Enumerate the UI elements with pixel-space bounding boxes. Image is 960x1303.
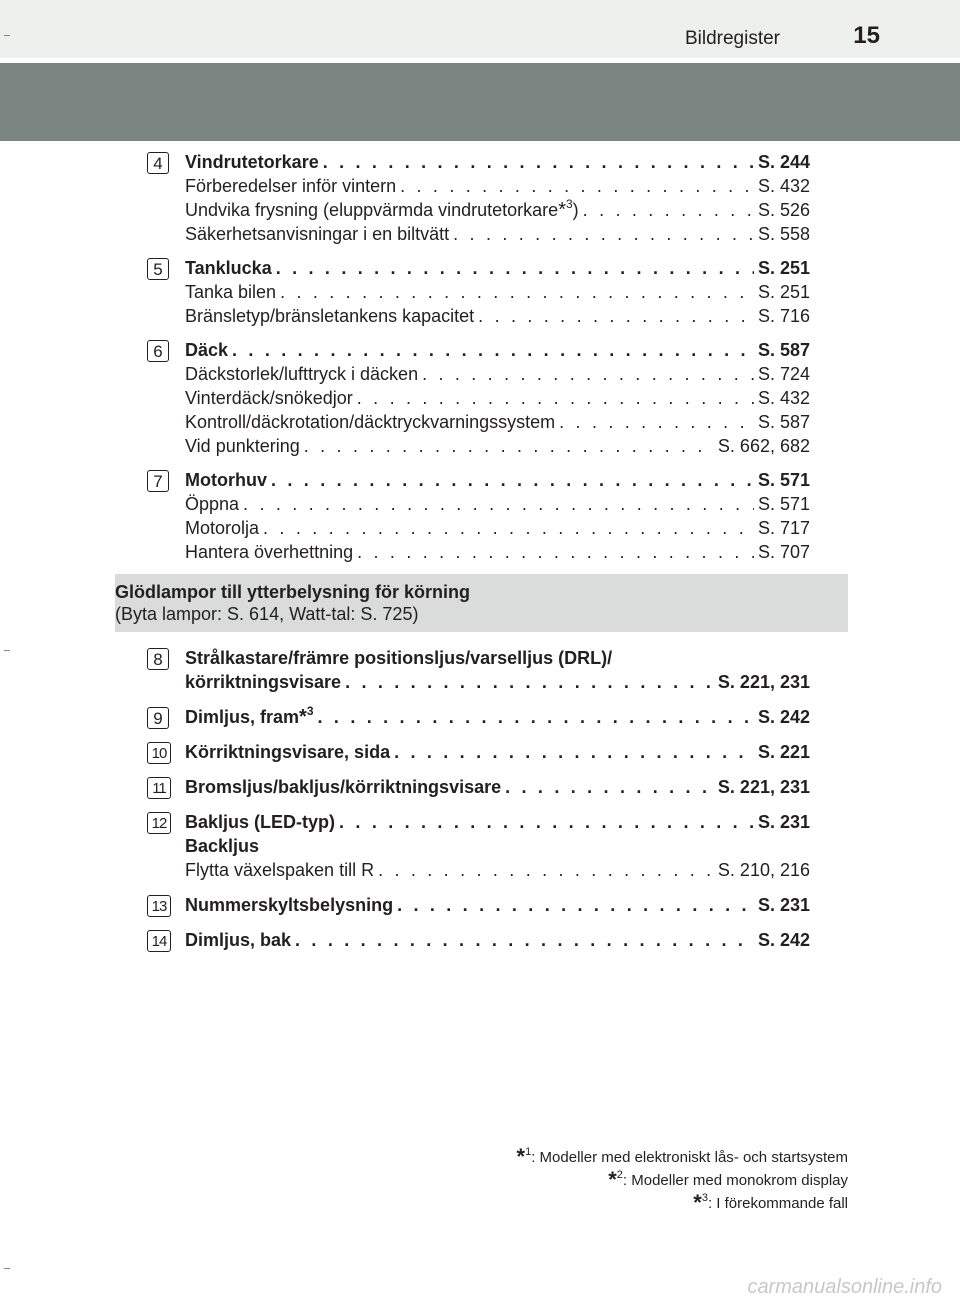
footnote-number: 1 <box>525 1146 532 1158</box>
entry-subitem <box>185 280 810 304</box>
entry-label-text: Däckstorlek/lufttryck i däcken <box>185 364 419 384</box>
entry-label <box>185 410 555 434</box>
entry-label <box>185 540 353 564</box>
leader-dots <box>478 304 754 328</box>
footnote-asterisk: * <box>608 1167 617 1192</box>
entry-label-text: Vinterdäck/snökedjor <box>185 388 353 408</box>
entry-label-text: Hantera överhettning <box>185 542 354 562</box>
entry-label-text: Kontroll/däckrotation/däcktryckvarningssystem <box>185 412 556 432</box>
entry-label <box>185 468 267 492</box>
leader-dots <box>339 810 754 834</box>
page-reference: S. 587 <box>757 412 810 432</box>
page-reference: S. 231 <box>757 895 810 915</box>
entry-label-text: Körriktningsvisare, sida <box>185 742 391 762</box>
callout-number: 12 <box>147 812 171 834</box>
page-reference: S. 717 <box>757 518 810 538</box>
entry-label-text: Undvika frysning (eluppvärmda vindrutetorkare <box>185 200 559 220</box>
callout-number: 5 <box>147 258 169 280</box>
callout-number: 14 <box>147 930 171 952</box>
page-reference: S. 558 <box>757 224 810 244</box>
page-reference: S. 716 <box>757 306 810 326</box>
entry-label-text: Vindrutetorkare <box>185 152 319 172</box>
page-reference: S. 724 <box>757 364 810 384</box>
entry-label <box>185 928 291 952</box>
entry-subitem <box>185 434 810 458</box>
entry-subitem <box>185 410 810 434</box>
entry-label <box>185 492 239 516</box>
leader-dots <box>378 858 714 882</box>
entry-heading <box>185 740 810 764</box>
index-entry <box>145 928 810 952</box>
leader-dots <box>583 198 754 222</box>
entry-label-text: Däck <box>185 340 229 360</box>
page-reference: S. 221, 231 <box>717 672 810 692</box>
entry-label-text: Tanka bilen <box>185 282 277 302</box>
footnotes <box>517 1146 848 1215</box>
entry-heading <box>185 150 810 174</box>
entry-label <box>185 280 276 304</box>
entry-label <box>185 256 272 280</box>
callout-number: 11 <box>147 777 171 799</box>
entry-label-text: Motorolja <box>185 518 260 538</box>
entry-heading <box>185 646 810 670</box>
entry-label-text: Dimljus, fram <box>185 707 300 727</box>
entry-label <box>185 516 259 540</box>
entry-subitem <box>185 386 810 410</box>
leader-dots <box>345 670 714 694</box>
page-reference: S. 571 <box>757 470 810 490</box>
leader-dots <box>357 540 754 564</box>
lamp-groups <box>0 646 960 952</box>
footnote-ref: 3 <box>306 704 314 718</box>
entry-subitem <box>185 858 810 882</box>
general-groups <box>0 150 960 564</box>
index-entry <box>145 893 810 917</box>
entry-label-text: Backljus <box>185 836 260 856</box>
entry-subitem <box>185 222 810 246</box>
leader-dots <box>505 775 714 799</box>
footnote <box>517 1192 848 1215</box>
entry-heading <box>185 810 810 834</box>
entry-heading <box>185 775 810 799</box>
index-entry <box>145 646 810 694</box>
index-entry <box>145 338 810 458</box>
entry-heading <box>185 468 810 492</box>
page-reference: S. 244 <box>757 152 810 172</box>
leader-dots <box>280 280 754 304</box>
entry-heading <box>185 670 810 694</box>
leader-dots <box>295 928 754 952</box>
entry-label <box>185 775 501 799</box>
leader-dots <box>397 893 754 917</box>
index-entry <box>145 705 810 729</box>
callout-number: 4 <box>147 152 169 174</box>
leader-dots <box>318 705 754 729</box>
callout-number: 10 <box>147 742 171 764</box>
leader-dots <box>232 338 754 362</box>
entry-label-text: Bakljus (LED-typ) <box>185 812 336 832</box>
entry-label-suffix: ) <box>572 200 579 220</box>
lamp-section-title: Glödlampor till ytterbelysning för körning <box>115 582 471 602</box>
entry-subitem <box>185 304 810 328</box>
footnote-asterisk: * <box>299 706 307 728</box>
index-entry <box>145 775 810 799</box>
crop-mark <box>4 1268 10 1269</box>
lamp-section-header <box>115 574 848 632</box>
entry-label <box>185 705 314 729</box>
leader-dots <box>263 516 754 540</box>
leader-dots <box>453 222 754 246</box>
page-reference: S. 221 <box>757 742 810 762</box>
leader-dots <box>276 256 754 280</box>
entry-label <box>185 338 228 362</box>
section-name: Bildregister <box>684 28 780 49</box>
index-content <box>0 150 960 963</box>
entry-label-text: Säkerhetsanvisningar i en biltvätt <box>185 224 450 244</box>
watermark: carmanualsonline.info <box>747 1276 942 1298</box>
header-band <box>0 63 960 141</box>
leader-dots <box>394 740 754 764</box>
entry-subitem <box>185 492 810 516</box>
entry-subitem <box>185 198 810 222</box>
page-reference: S. 707 <box>757 542 810 562</box>
index-entry <box>145 468 810 564</box>
entry-label <box>185 174 396 198</box>
leader-dots <box>243 492 754 516</box>
entry-label <box>185 834 259 858</box>
page-reference: S. 242 <box>757 707 810 727</box>
entry-label <box>185 386 353 410</box>
page-reference: S. 571 <box>757 494 810 514</box>
index-entry <box>145 740 810 764</box>
entry-label <box>185 810 335 834</box>
callout-number: 9 <box>147 707 169 729</box>
entry-label-text: Nummerskyltsbelysning <box>185 895 394 915</box>
page-reference: S. 210, 216 <box>717 860 810 880</box>
leader-dots <box>304 434 714 458</box>
page-reference: S. 662, 682 <box>717 436 810 456</box>
callout-number: 13 <box>147 895 171 917</box>
entry-label <box>185 646 612 670</box>
entry-label <box>185 222 449 246</box>
footnote-text: : Modeller med elektroniskt lås- och startsystem <box>531 1149 848 1166</box>
leader-dots <box>323 150 754 174</box>
entry-label-text: Flytta växelspaken till R <box>185 860 375 880</box>
page-reference: S. 432 <box>757 176 810 196</box>
entry-label <box>185 304 474 328</box>
entry-label <box>185 198 579 222</box>
entry-subitem <box>185 174 810 198</box>
page-reference: S. 242 <box>757 930 810 950</box>
callout-number: 8 <box>147 648 169 670</box>
entry-label <box>185 858 374 882</box>
footnote-text: : I förekommande fall <box>707 1195 848 1212</box>
entry-heading <box>185 893 810 917</box>
page-reference: S. 251 <box>757 282 810 302</box>
entry-label <box>185 150 319 174</box>
entry-label-text: körriktningsvisare <box>185 672 342 692</box>
page-reference: S. 432 <box>757 388 810 408</box>
page-reference: S. 251 <box>757 258 810 278</box>
entry-subitem <box>185 516 810 540</box>
footnote-ref: 3 <box>565 197 573 211</box>
entry-label <box>185 893 393 917</box>
entry-subitem <box>185 362 810 386</box>
entry-label-text: Bromsljus/bakljus/körriktningsvisare <box>185 777 502 797</box>
lamp-section-subtitle: (Byta lampor: S. 614, Watt-tal: S. 725) <box>115 604 419 624</box>
page-reference: S. 231 <box>757 812 810 832</box>
entry-heading <box>185 928 810 952</box>
entry-label-text: Strålkastare/främre positionsljus/varselljus (DRL)/ <box>185 648 613 668</box>
callout-number: 6 <box>147 340 169 362</box>
leader-dots <box>559 410 754 434</box>
entry-subitem <box>185 540 810 564</box>
footnote-asterisk: * <box>558 199 566 221</box>
crop-mark <box>4 35 10 36</box>
entry-label-text: Öppna <box>185 494 240 514</box>
footnote-asterisk: * <box>516 1144 526 1169</box>
page-number: 15 <box>853 22 880 49</box>
page-reference: S. 587 <box>757 340 810 360</box>
footnote <box>517 1146 848 1169</box>
entry-label-text: Tanklucka <box>185 258 272 278</box>
index-entry <box>145 810 810 882</box>
entry-heading <box>185 705 810 729</box>
entry-label-text: Förberedelser inför vintern <box>185 176 397 196</box>
index-entry <box>145 150 810 246</box>
footnote-number: 3 <box>701 1192 708 1204</box>
leader-dots <box>422 362 754 386</box>
page-header <box>0 0 960 58</box>
entry-label-text: Motorhuv <box>185 470 267 490</box>
index-entry <box>145 256 810 328</box>
entry-heading <box>185 834 810 858</box>
leader-dots <box>357 386 754 410</box>
entry-label-text: Bränsletyp/bränsletankens kapacitet <box>185 306 475 326</box>
entry-label <box>185 434 300 458</box>
page-reference: S. 221, 231 <box>717 777 810 797</box>
entry-heading <box>185 256 810 280</box>
callout-number: 7 <box>147 470 169 492</box>
footnote-text: : Modeller med monokrom display <box>622 1172 848 1189</box>
entry-label <box>185 670 341 694</box>
leader-dots <box>271 468 754 492</box>
entry-label <box>185 362 418 386</box>
entry-label <box>185 740 390 764</box>
page-reference: S. 526 <box>757 200 810 220</box>
leader-dots <box>400 174 754 198</box>
entry-heading <box>185 338 810 362</box>
footnote <box>517 1169 848 1192</box>
footnote-asterisk: * <box>693 1190 702 1215</box>
entry-label-text: Vid punktering <box>185 436 300 456</box>
footnote-number: 2 <box>616 1169 623 1181</box>
entry-label-text: Dimljus, bak <box>185 930 292 950</box>
